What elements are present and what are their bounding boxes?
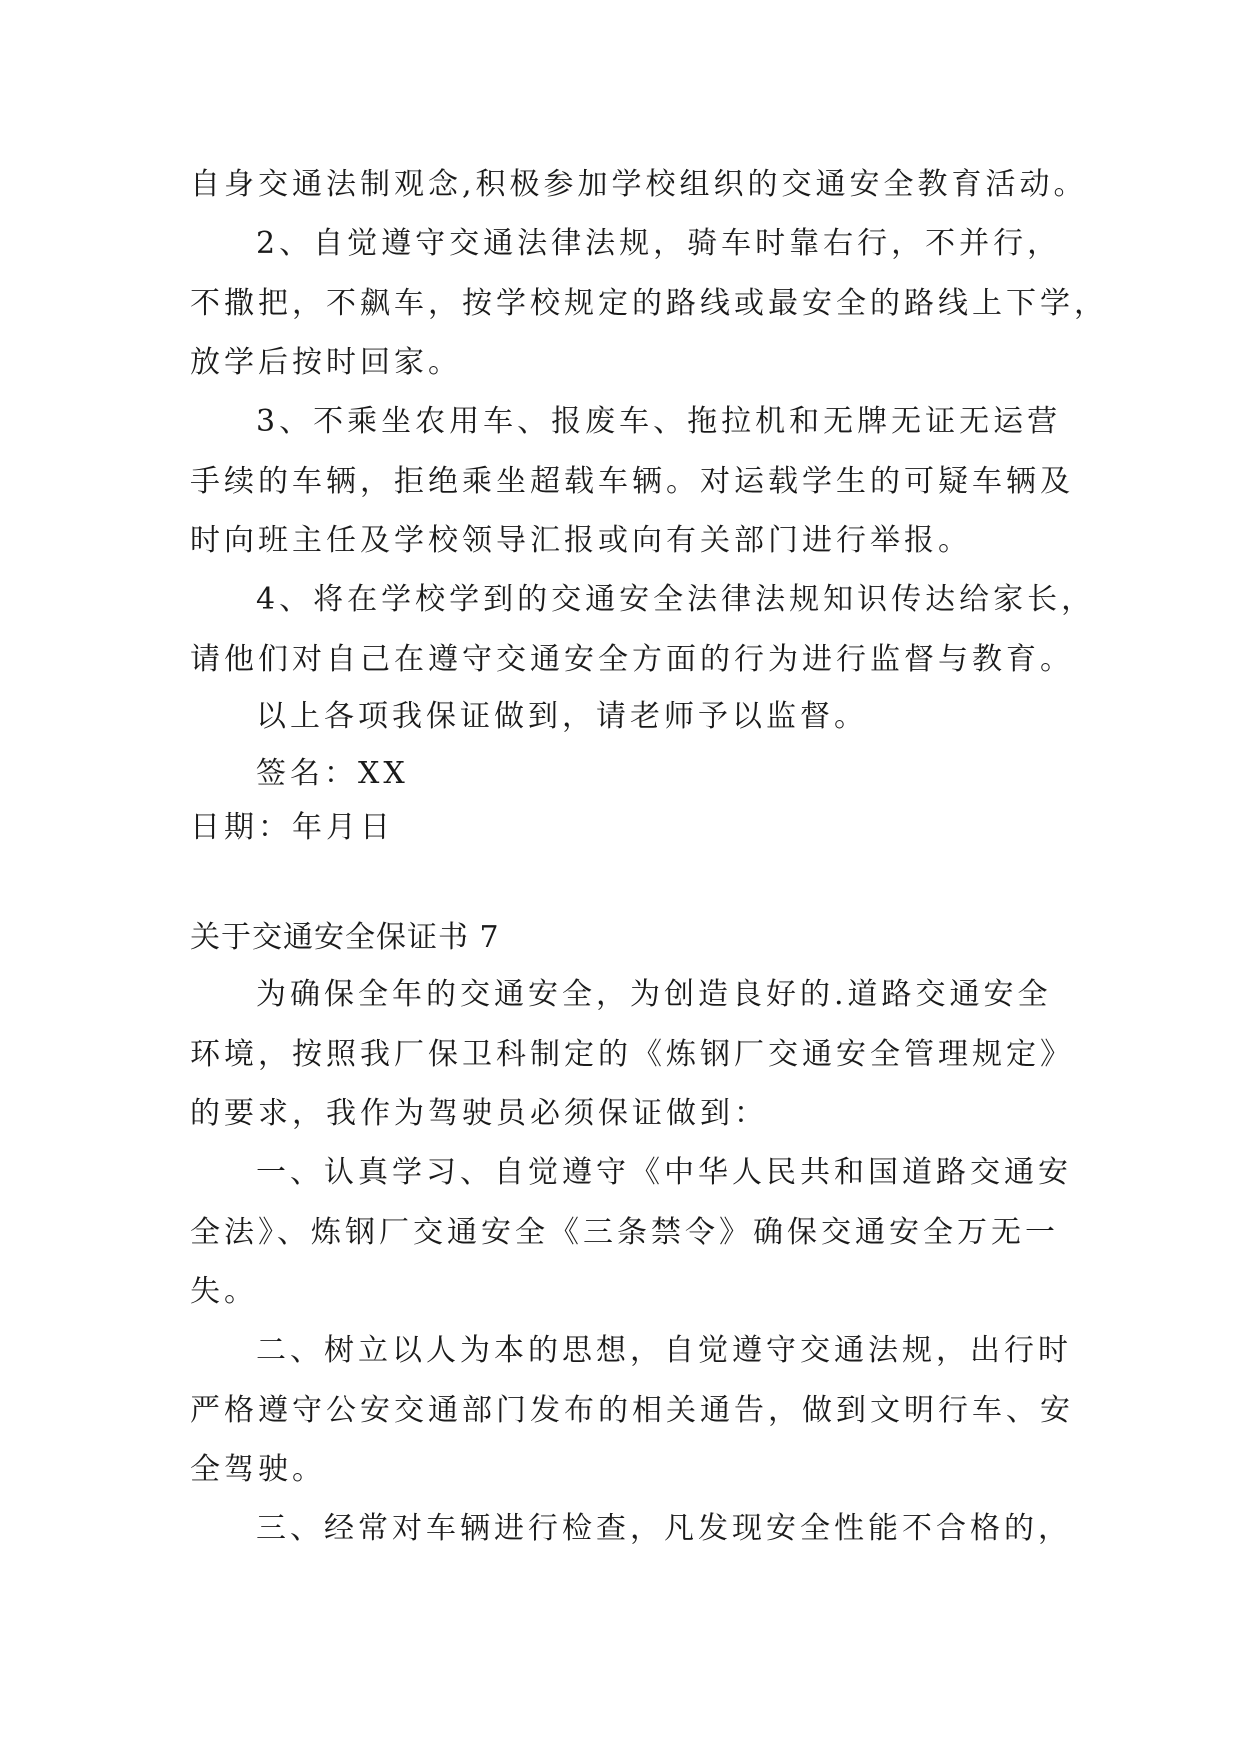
- text-line: 请他们对自己在遵守交通安全方面的行为进行监督与教育。: [190, 642, 1074, 677]
- text-line: 放学后按时回家。: [190, 345, 462, 380]
- date-line: 日期：年月日: [190, 810, 394, 845]
- text-line: 严格遵守公安交通部门发布的相关通告，做到文明行车、安: [190, 1393, 1074, 1428]
- signature-line: 签名：XX: [256, 756, 409, 791]
- text-line: 不撒把，不飙车，按学校规定的路线或最安全的路线上下学，: [190, 286, 1108, 321]
- text-line: 3、不乘坐农用车、报废车、拖拉机和无牌无证无运营: [256, 404, 1062, 439]
- text-line: 时向班主任及学校领导汇报或向有关部门进行举报。: [190, 523, 972, 558]
- text-line: 失。: [190, 1274, 258, 1309]
- text-line: 三、经常对车辆进行检查，凡发现安全性能不合格的，: [256, 1511, 1072, 1546]
- text-line: 环境，按照我厂保卫科制定的《炼钢厂交通安全管理规定》: [190, 1037, 1074, 1072]
- text-line: 全驾驶。: [190, 1452, 326, 1487]
- text-line: 为确保全年的交通安全，为创造良好的.道路交通安全: [256, 977, 1052, 1012]
- text-line: 自身交通法制观念,积极参加学校组织的交通安全教育活动。: [190, 167, 1088, 202]
- section-title: 关于交通安全保证书 7: [190, 920, 500, 955]
- text-line: 4、将在学校学到的交通安全法律法规知识传达给家长，: [256, 582, 1096, 617]
- text-line: 2、自觉遵守交通法律法规，骑车时靠右行，不并行，: [256, 226, 1062, 261]
- text-line: 一、认真学习、自觉遵守《中华人民共和国道路交通安: [256, 1155, 1072, 1190]
- text-line: 全法》、炼钢厂交通安全《三条禁令》确保交通安全万无一: [190, 1215, 1059, 1250]
- text-line: 以上各项我保证做到，请老师予以监督。: [256, 699, 868, 734]
- text-line: 二、树立以人为本的思想，自觉遵守交通法规，出行时: [256, 1333, 1072, 1368]
- text-line: 手续的车辆，拒绝乘坐超载车辆。对运载学生的可疑车辆及: [190, 464, 1074, 499]
- text-line: 的要求，我作为驾驶员必须保证做到：: [190, 1096, 768, 1131]
